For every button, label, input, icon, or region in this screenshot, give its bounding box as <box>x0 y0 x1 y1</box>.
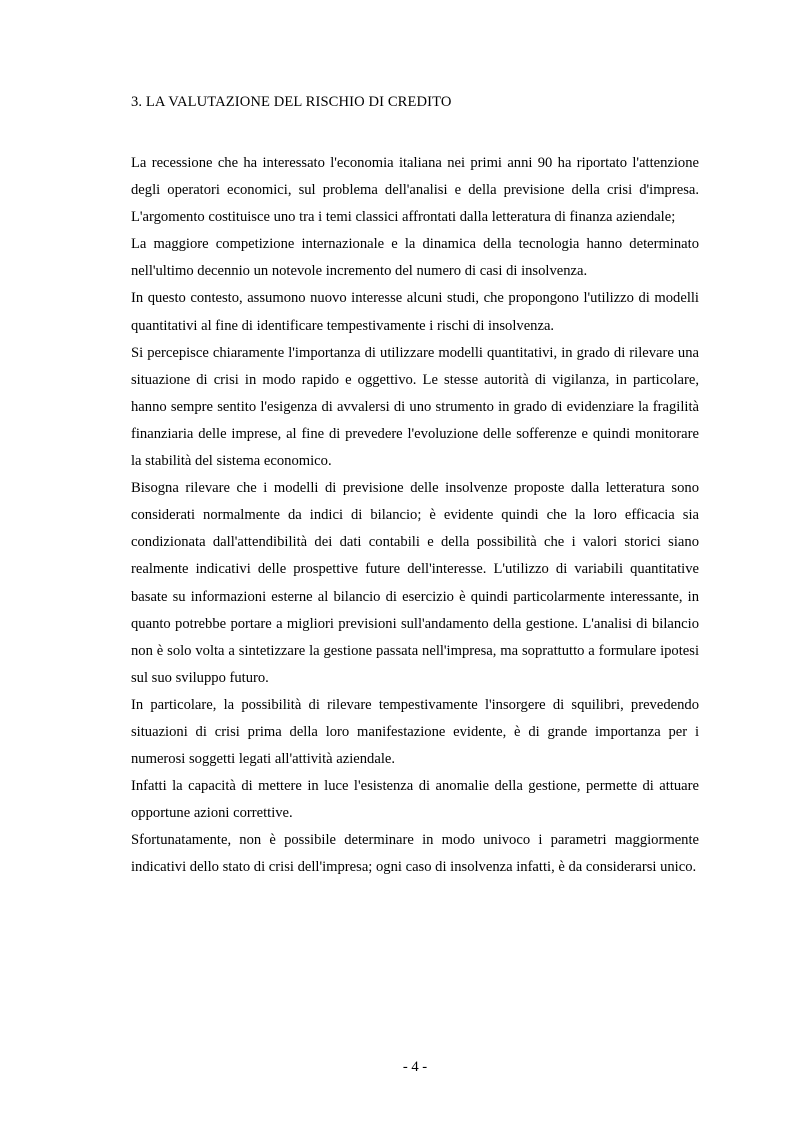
paragraph: Si percepisce chiaramente l'importanza di utilizzare modelli quantitativi, in grado di rilevare una situazione di crisi in modo rapido e oggettivo. Le stesse autorità di vigilanza, in particolare, hanno sempre sentito l'esigenza di avvalersi di uno strumento in grado di evidenziare la fragilità finanziaria delle imprese, al fine di prevedere l'evoluzione delle sofferenze e quindi monitorare la stabilità del sistema economico. <box>131 344 699 470</box>
paragraph: Sfortunatamente, non è possibile determinare in modo univoco i parametri maggiormente indicativi dello stato di crisi dell'impresa; ogni caso di insolvenza infatti, è da considerarsi unico. <box>131 832 699 876</box>
page-number: - 4 - <box>402 1059 428 1075</box>
paragraph: La recessione che ha interessato l'economia italiana nei primi anni 90 ha riportato l'attenzione degli operatori economici, sul problema dell'analisi e della previsione della crisi d'impresa. L'argomento costituisce uno tra i temi classici affrontati dalla letteratura di finanza aziendale; <box>131 155 699 226</box>
paragraph: Infatti la capacità di mettere in luce l'esistenza di anomalie della gestione, permette di attuare opportune azioni correttive. <box>131 778 699 822</box>
paragraph: La maggiore competizione internazionale e la dinamica della tecnologia hanno determinato nell'ultimo decennio un notevole incremento del numero di casi di insolvenza. <box>131 236 699 280</box>
document-page <box>131 92 699 882</box>
section-heading: 3. LA VALUTAZIONE DEL RISCHIO DI CREDITO <box>131 94 452 110</box>
paragraph: Bisogna rilevare che i modelli di previsione delle insolvenze proposte dalla letteratura sono considerati normalmente da indici di bilancio; è evidente quindi che la loro efficacia sia condizionata dall'attendibilità dei dati contabili e della possibilità che i valori storici siano realmente indicativi delle prospettive future dell'interesse. L'utilizzo di variabili quantitative basate su informazioni esterne al bilancio di esercizio è quindi particolarmente interessante, in quanto potrebbe portare a migliori previsioni sull'andamento della gestione. L'analisi di bilancio non è solo volta a sintetizzare la gestione passata nell'impresa, ma soprattutto a formulare ipotesi sul suo sviluppo futuro. <box>131 480 699 686</box>
paragraph: In particolare, la possibilità di rilevare tempestivamente l'insorgere di squilibri, prevedendo situazioni di crisi prima della loro manifestazione evidente, è di grande importanza per i numerosi soggetti legati all'attività aziendale. <box>131 696 699 768</box>
paragraph: In questo contesto, assumono nuovo interesse alcuni studi, che propongono l'utilizzo di modelli quantitativi al fine di identificare tempestivamente i rischi di insolvenza. <box>131 290 699 334</box>
